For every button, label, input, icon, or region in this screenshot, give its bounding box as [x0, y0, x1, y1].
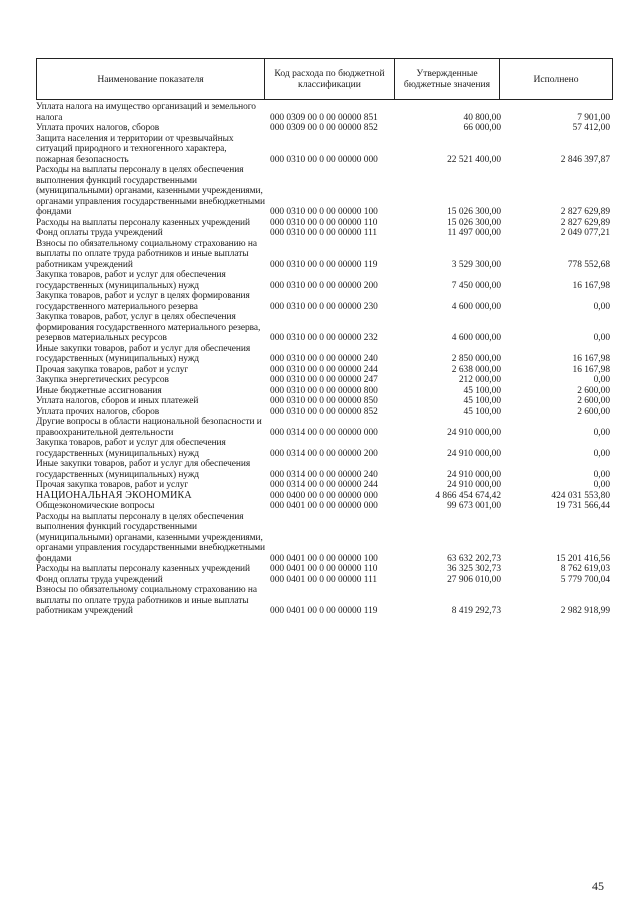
header-approved: Утвержденные бюджетные значения — [395, 59, 500, 100]
row-name: Закупка товаров, работ и услуг для обеспечения государственных (муниципальных) нужд — [36, 438, 226, 459]
row-executed: 2 827 629,89 — [560, 207, 610, 217]
row-approved: 24 910 000,00 — [447, 480, 501, 490]
row-executed: 2 049 077,21 — [560, 228, 610, 238]
row-name: Уплата прочих налогов, сборов — [36, 123, 160, 133]
row-name: Закупка товаров, работ и услуг для обеспечения государственных (муниципальных) нужд — [36, 270, 226, 291]
row-approved: 11 497 000,00 — [447, 228, 501, 238]
row-executed: 8 762 619,03 — [560, 564, 610, 574]
row-name: Иные бюджетные ассигнования — [36, 385, 162, 396]
row-executed: 0,00 — [593, 333, 610, 343]
table-row — [36, 218, 612, 229]
row-executed: 19 731 566,44 — [556, 501, 610, 511]
table-row — [36, 575, 612, 586]
row-executed: 2 846 397,87 — [560, 154, 610, 165]
row-name: Расходы на выплаты персоналу в целях обеспечения выполнения функций государственными (муниципальными) органами, казенными учреждениями, органами управления государственными внебюджетными фондами — [36, 511, 265, 564]
row-approved: 99 673 001,00 — [447, 501, 501, 511]
row-code: 000 0314 00 0 00 00000 240 — [270, 469, 378, 480]
row-name: Фонд оплаты труда учреждений — [36, 574, 163, 585]
table-row — [36, 396, 612, 407]
row-executed: 0,00 — [593, 301, 610, 312]
table-header — [36, 58, 613, 100]
table-row — [36, 417, 612, 438]
row-code: 000 0310 00 0 00 00000 850 — [270, 396, 378, 406]
row-executed: 16 167,98 — [572, 280, 610, 291]
row-name: Закупка товаров, работ, услуг в целях обеспечения формирования государственного материального резерва, резервов материальных ресурсов — [36, 312, 261, 343]
row-approved: 3 529 300,00 — [451, 259, 501, 270]
row-code: 000 0310 00 0 00 00000 000 — [270, 154, 378, 165]
table-row — [36, 491, 612, 502]
page-number: 45 — [592, 879, 604, 893]
row-approved: 45 100,00 — [463, 385, 501, 396]
row-name: Иные закупки товаров, работ и услуг для обеспечения государственных (муниципальных) нужд — [36, 459, 251, 480]
table-row — [36, 291, 612, 312]
row-executed: 2 827 629,89 — [560, 217, 610, 228]
row-executed: 0,00 — [593, 469, 610, 480]
row-code: 000 0401 00 0 00 00000 100 — [270, 553, 378, 564]
row-executed: 16 167,98 — [572, 354, 610, 364]
row-name: Иные закупки товаров, работ и услуг для обеспечения государственных (муниципальных) нужд — [36, 343, 251, 364]
row-name: Другие вопросы в области национальной безопасности и правоохранительной деятельности — [36, 417, 262, 438]
row-executed: 2 600,00 — [577, 406, 610, 417]
row-name: Уплата прочих налогов, сборов — [36, 406, 160, 417]
row-code: 000 0310 00 0 00 00000 232 — [270, 333, 378, 343]
row-code: 000 0310 00 0 00 00000 111 — [270, 228, 378, 238]
row-code: 000 0310 00 0 00 00000 244 — [270, 364, 378, 375]
row-name: Закупка энергетических ресурсов — [36, 375, 169, 385]
row-code: 000 0401 00 0 00 00000 111 — [270, 574, 378, 585]
row-approved: 24 910 000,00 — [447, 469, 501, 480]
table-row — [36, 270, 612, 291]
row-name: Защита населения и территории от чрезвычайных ситуаций природного и техногенного характера, пожарная безопасность — [36, 133, 234, 165]
row-code: 000 0310 00 0 00 00000 247 — [270, 375, 378, 385]
table-row — [36, 480, 612, 491]
table-row — [36, 228, 612, 239]
row-code: 000 0310 00 0 00 00000 119 — [270, 259, 378, 270]
row-code: 000 0310 00 0 00 00000 230 — [270, 301, 378, 312]
row-name: Взносы по обязательному социальному страхованию на выплаты по оплате труда работников и иные выплаты работникам учреждений — [36, 238, 257, 270]
row-executed: 778 552,68 — [567, 259, 610, 270]
row-approved: 40 800,00 — [463, 112, 501, 123]
table-row — [36, 407, 612, 418]
row-code: 000 0314 00 0 00 00000 244 — [270, 480, 378, 490]
row-code: 000 0310 00 0 00 00000 800 — [270, 385, 378, 396]
row-code: 000 0310 00 0 00 00000 240 — [270, 354, 378, 364]
row-executed: 0,00 — [593, 480, 610, 490]
table-row — [36, 344, 612, 365]
row-code: 000 0401 00 0 00 00000 110 — [270, 564, 378, 574]
row-name: Взносы по обязательному социальному страхованию на выплаты по оплате труда работников и иные выплаты работникам учреждений — [36, 585, 257, 616]
row-name: Прочая закупка товаров, работ и услуг — [36, 480, 189, 490]
row-code: 000 0401 00 0 00 00000 000 — [270, 501, 378, 511]
row-approved: 36 325 302,73 — [447, 564, 501, 574]
table-row — [36, 501, 612, 512]
row-approved: 2 638 000,00 — [451, 364, 501, 375]
table-row — [36, 386, 612, 397]
row-executed: 424 031 553,80 — [551, 490, 610, 501]
table-row — [36, 365, 612, 376]
row-approved: 4 600 000,00 — [451, 333, 501, 343]
row-executed: 0,00 — [593, 375, 610, 385]
row-approved: 45 100,00 — [463, 406, 501, 417]
row-code: 000 0310 00 0 00 00000 200 — [270, 280, 378, 291]
table-row — [36, 564, 612, 575]
row-executed: 2 982 918,99 — [560, 606, 610, 616]
row-name: Фонд оплаты труда учреждений — [36, 228, 163, 238]
table-row — [36, 134, 612, 166]
row-executed: 16 167,98 — [572, 364, 610, 375]
header-name: Наименование показателя — [37, 59, 265, 100]
row-approved: 7 450 000,00 — [451, 280, 501, 291]
row-executed: 0,00 — [593, 448, 610, 459]
row-approved: 27 906 010,00 — [447, 574, 501, 585]
table-row — [36, 239, 612, 271]
row-approved: 2 850 000,00 — [451, 354, 501, 364]
table-row — [36, 375, 612, 386]
row-approved: 4 600 000,00 — [451, 301, 501, 312]
row-name: Закупка товаров, работ и услуг в целях формирования государственного материального резерва — [36, 291, 250, 312]
row-executed: 2 600,00 — [577, 396, 610, 406]
row-name: Расходы на выплаты персоналу в целях обеспечения выполнения функций государственными (муниципальными) органами, казенными учреждениями, органами управления государственными внебюджетными фондами — [36, 165, 265, 217]
row-code: 000 0309 00 0 00 00000 851 — [270, 112, 378, 123]
row-approved: 22 521 400,00 — [447, 154, 501, 165]
table-row — [36, 312, 612, 344]
row-executed: 0,00 — [593, 427, 610, 438]
row-name: Общеэкономические вопросы — [36, 501, 155, 511]
row-code: 000 0400 00 0 00 00000 000 — [270, 490, 378, 501]
table-row — [36, 438, 612, 459]
table-row — [36, 102, 612, 123]
row-name: Уплата налога на имущество организаций и земельного налога — [36, 102, 256, 123]
row-name: Прочая закупка товаров, работ и услуг — [36, 364, 189, 375]
row-approved: 4 866 454 674,42 — [435, 490, 501, 501]
table-body — [36, 102, 612, 617]
row-approved: 15 026 300,00 — [447, 207, 501, 217]
row-approved: 24 910 000,00 — [447, 448, 501, 459]
row-approved: 66 000,00 — [463, 123, 501, 133]
row-executed: 7 901,00 — [577, 112, 610, 123]
row-approved: 212 000,00 — [458, 375, 501, 385]
row-code: 000 0401 00 0 00 00000 119 — [270, 606, 378, 616]
row-name: НАЦИОНАЛЬНАЯ ЭКОНОМИКА — [36, 489, 192, 501]
table-row — [36, 123, 612, 134]
row-code: 000 0314 00 0 00 00000 000 — [270, 427, 378, 438]
row-executed: 57 412,00 — [572, 123, 610, 133]
row-code: 000 0309 00 0 00 00000 852 — [270, 123, 378, 133]
row-approved: 45 100,00 — [463, 396, 501, 406]
row-executed: 15 201 416,56 — [556, 553, 610, 564]
row-approved: 63 632 202,73 — [447, 553, 501, 564]
table-row — [36, 165, 612, 218]
row-name: Расходы на выплаты персоналу казенных учреждений — [36, 217, 250, 228]
table-row — [36, 585, 612, 617]
header-executed: Исполнено — [500, 59, 613, 100]
row-approved: 8 419 292,73 — [451, 606, 501, 616]
row-code: 000 0310 00 0 00 00000 852 — [270, 406, 378, 417]
row-name: Уплата налогов, сборов и иных платежей — [36, 396, 199, 406]
row-code: 000 0314 00 0 00 00000 200 — [270, 448, 378, 459]
row-approved: 15 026 300,00 — [447, 217, 501, 228]
header-code: Код расхода по бюджетной классификации — [265, 59, 395, 100]
row-code: 000 0310 00 0 00 00000 110 — [270, 217, 378, 228]
row-name: Расходы на выплаты персоналу казенных учреждений — [36, 564, 250, 574]
row-approved: 24 910 000,00 — [447, 427, 501, 438]
row-executed: 5 779 700,04 — [560, 574, 610, 585]
table-row — [36, 512, 612, 565]
row-code: 000 0310 00 0 00 00000 100 — [270, 207, 378, 217]
table-row — [36, 459, 612, 480]
row-executed: 2 600,00 — [577, 385, 610, 396]
